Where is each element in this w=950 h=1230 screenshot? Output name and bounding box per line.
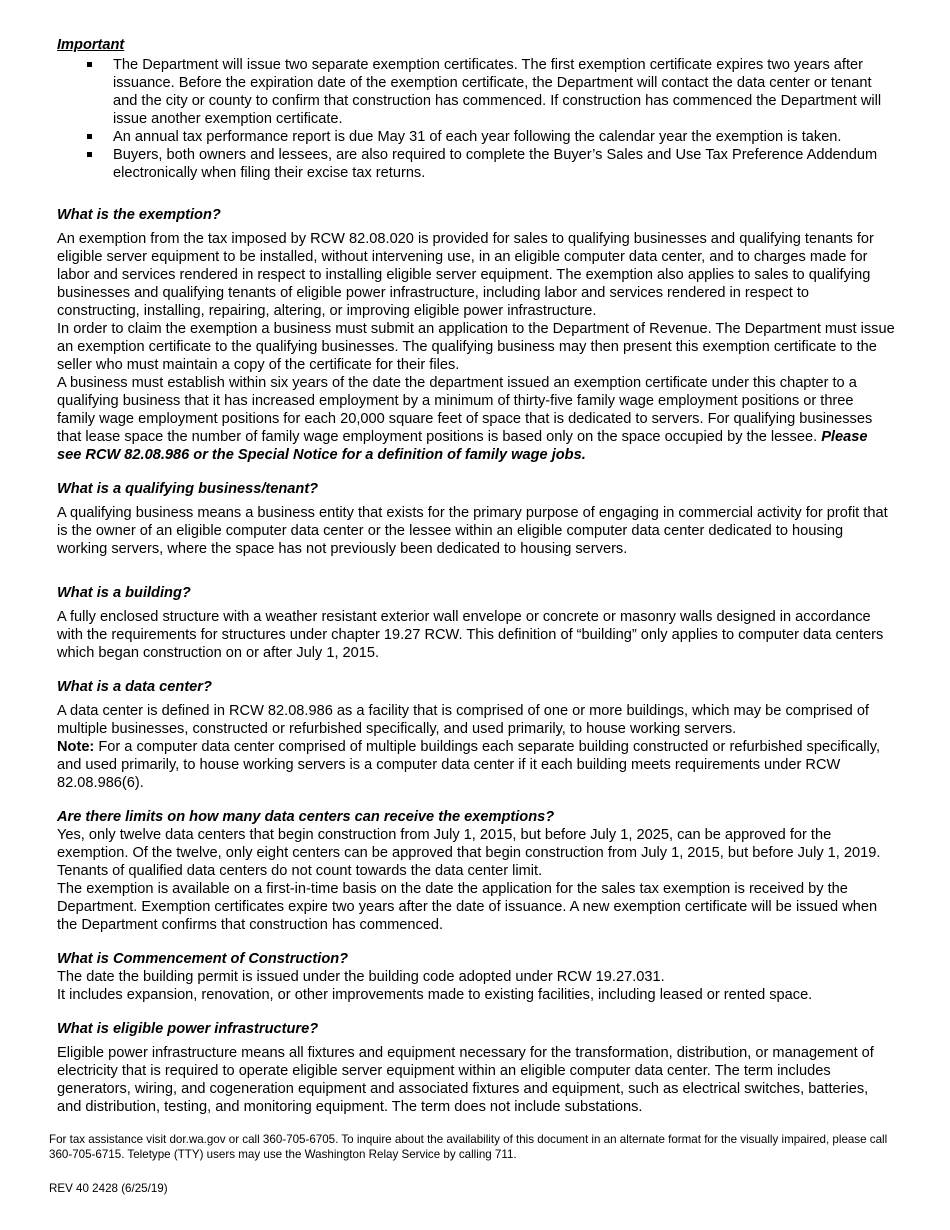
- form-number: REV 40 2428 (6/25/19): [49, 1182, 168, 1195]
- datacenter-paragraph: A data center is defined in RCW 82.08.986 as a facility that is comprised of one or more buildings, which may be comprised of multiple businesses, constructed or refurbished specifically, and used primarily, to house working servers.: [57, 703, 869, 737]
- list-item: An annual tax performance report is due May 31 of each year following the calendar year the exemption is taken.: [85, 128, 895, 146]
- limits-paragraph-2: Tenants of qualified data centers do not count towards the data center limit.: [57, 863, 543, 879]
- document-body: [57, 36, 895, 1116]
- square-bullet-icon: [87, 134, 92, 139]
- footer-assistance-text: For tax assistance visit dor.wa.gov or call 360-705-6705. To inquire about the availability of this document in an alternate format for the visually impaired, please call 360-705-6715. Teletype (TTY) users may use the Washington Relay Service by calling 711.: [49, 1133, 888, 1161]
- exemption-heading: What is the exemption?: [57, 207, 221, 223]
- commencement-heading: What is Commencement of Construction?: [57, 951, 349, 967]
- datacenter-note: Note: For a computer data center comprised of multiple buildings each separate building constructed or refurbished specifically, and used primarily, to house working servers is a computer data center if it each building meets requirements under RCW 82.08.986(6).: [57, 739, 881, 791]
- limits-paragraph-1: Yes, only twelve data centers that begin construction from July 1, 2015, but before July 1, 2025, can be approved for the exemption. Of the twelve, only eight centers can be approved that begin construction from July 1, 2015, but before July 1, 2019.: [57, 827, 881, 861]
- note-label: Note:: [57, 739, 95, 755]
- exemption-section: [57, 230, 895, 464]
- list-item: Buyers, both owners and lessees, are also required to complete the Buyer’s Sales and Use Tax Preference Addendum electronically when filing their excise tax returns.: [85, 146, 895, 182]
- qualifying-section: [57, 504, 895, 558]
- important-heading: Important: [57, 37, 125, 53]
- commencement-paragraph-1: The date the building permit is issued under the building code adopted under RCW 19.27.031.: [57, 969, 665, 985]
- important-list: [85, 56, 895, 182]
- datacenter-heading: What is a data center?: [57, 679, 212, 695]
- exemption-paragraph-2: In order to claim the exemption a business must submit an application to the Department of Revenue. The Department must issue an exemption certificate to the qualifying businesses. The qualifying business may then present this exemption certificate to the seller who must maintain a copy of the certificate for their files.: [57, 321, 895, 373]
- exemption-paragraph-3: A business must establish within six years of the date the department issued an exemption certificate under this chapter to a qualifying business that it has increased employment by a minimum of thirty-five family wage employment positions or three family wage employment positions for each 20,000 square feet of space that is dedicated to servers. For qualifying businesses that lease space the number of family wage employment positions is based only on the space occupied by the lessee. Please see RCW 82.08.986 or the Special Notice for a definition of family wage jobs.: [57, 375, 873, 463]
- limits-paragraph-3: The exemption is available on a first-in-time basis on the date the application for the sales tax exemption is received by the Department. Exemption certificates expire two years after the date of issuance. A new exemption certificate will be issued when the Department confirms that construction has commenced.: [57, 881, 878, 933]
- building-paragraph: A fully enclosed structure with a weather resistant exterior wall envelope or concrete or masonry walls designed in accordance with the requirements for structures under chapter 19.27 RCW. This definition of “building” only applies to computer data centers which began construction on or after July 1, 2015.: [57, 609, 884, 661]
- square-bullet-icon: [87, 62, 92, 67]
- commencement-paragraph-2: It includes expansion, renovation, or other improvements made to existing facilities, including leased or rented space.: [57, 987, 813, 1003]
- power-paragraph: Eligible power infrastructure means all fixtures and equipment necessary for the transformation, distribution, or management of electricity that is required to operate eligible server equipment within an eligible computer data center. The term includes generators, wiring, and cogeneration equipment and associated fixtures and equipment, such as electrical switches, batteries, and distribution, testing, and monitoring equipment. The term does not include substations.: [57, 1045, 874, 1115]
- qualifying-paragraph: A qualifying business means a business entity that exists for the primary purpose of engaging in commercial activity for profit that is the owner of an eligible computer data center or the lessee within an eligible computer data center dedicated to housing working servers, where the space has not previously been dedicated to housing servers.: [57, 505, 888, 557]
- building-section: [57, 608, 895, 662]
- limits-section: [57, 826, 895, 934]
- list-item: The Department will issue two separate exemption certificates. The first exemption certificate expires two years after issuance. Before the expiration date of the exemption certificate, the Department will contact the data center or tenant and the city or county to confirm that construction has commenced. If construction has commenced the Department will issue another exemption certificate.: [85, 56, 895, 128]
- family-wage-notice: Please see RCW 82.08.986 or the Special Notice for a definition of family wage jobs.: [57, 429, 868, 463]
- datacenter-section: [57, 702, 895, 792]
- qualifying-heading: What is a qualifying business/tenant?: [57, 481, 319, 497]
- power-section: [57, 1044, 895, 1116]
- exemption-paragraph-1: An exemption from the tax imposed by RCW 82.08.020 is provided for sales to qualifying businesses and qualifying tenants for eligible server equipment to be installed, without intervening use, in an eligible computer data center, and to charges made for labor and services rendered in respect to installing eligible server equipment. The exemption also applies to sales to qualifying businesses and qualifying tenants of eligible power infrastructure, including labor and services rendered in respect to constructing, installing, repairing, altering, or improving eligible power infrastructure.: [57, 231, 874, 319]
- square-bullet-icon: [87, 152, 92, 157]
- commencement-section: [57, 968, 895, 1004]
- limits-heading: Are there limits on how many data centers can receive the exemptions?: [57, 809, 555, 825]
- power-heading: What is eligible power infrastructure?: [57, 1021, 319, 1037]
- building-heading: What is a building?: [57, 585, 191, 601]
